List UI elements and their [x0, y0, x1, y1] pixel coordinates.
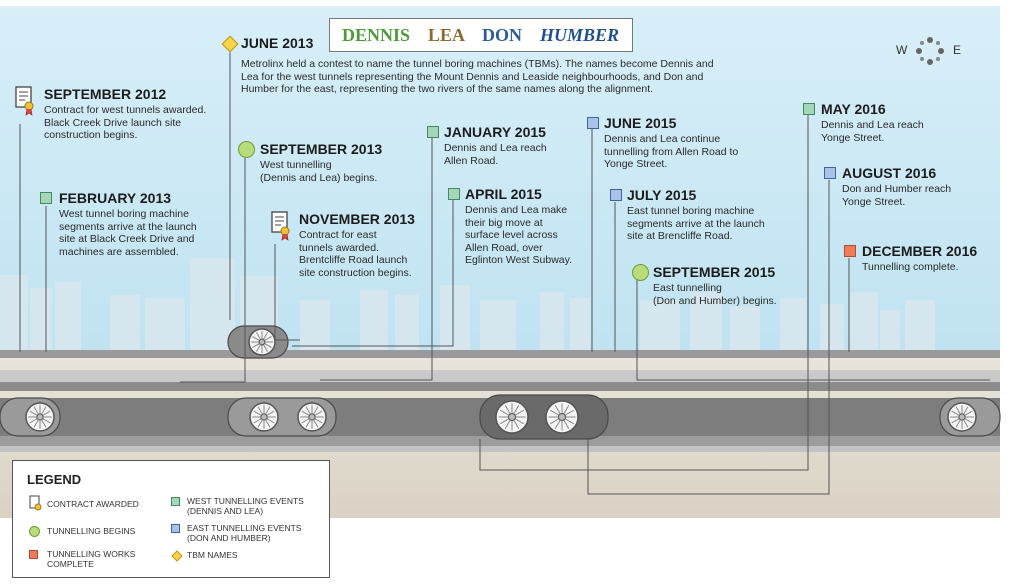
skyline-building	[0, 275, 28, 350]
event-description: Dennis and Lea continue tunnelling from Allen Road to Yonge Street.	[604, 133, 739, 170]
legend-item-tbm: TBM NAMES	[173, 552, 181, 560]
event-description: Dennis and Lea reach Allen Road.	[444, 142, 547, 167]
skyline-building	[540, 292, 564, 350]
skyline-building	[850, 292, 878, 350]
tbm-cutterhead-icon	[948, 403, 976, 431]
tbm-name-dennis: DENNIS	[342, 25, 411, 45]
compass-east-label: E	[953, 43, 962, 57]
event-title: APRIL 2015	[465, 186, 542, 202]
tunnelling-begins-marker	[238, 141, 255, 158]
skyline-building	[55, 282, 81, 350]
event-title: JANUARY 2015	[444, 124, 546, 140]
skyline-building	[905, 300, 935, 350]
west-event-marker	[803, 103, 815, 115]
skyline-building	[480, 300, 516, 350]
event-title: DECEMBER 2016	[862, 243, 978, 259]
east-event-marker	[587, 117, 599, 129]
event-title: FEBRUARY 2013	[59, 190, 172, 206]
event-title: SEPTEMBER 2015	[653, 264, 776, 280]
event-title: JULY 2015	[627, 187, 697, 203]
tunnelling-begins-marker	[29, 526, 40, 537]
tbm-name-humber: HUMBER	[540, 25, 620, 45]
legend-item-west: WEST TUNNELLING EVENTS (DENNIS AND LEA)	[171, 497, 180, 506]
skyline-building	[880, 310, 900, 350]
tbm-cutterhead-icon	[250, 403, 278, 431]
skyline-building	[145, 298, 185, 350]
tbm-cutterhead-icon	[298, 403, 326, 431]
legend-title: LEGEND	[27, 472, 82, 487]
complete-event-marker	[844, 245, 856, 257]
tbm-name-lea: LEA	[428, 25, 466, 45]
contract-icon	[29, 495, 43, 513]
event-title: JUNE 2015	[604, 115, 677, 131]
west-event-marker	[448, 188, 460, 200]
tbm-cutterhead-icon	[249, 329, 275, 355]
skyline-building	[395, 295, 419, 350]
east-event-marker	[171, 524, 180, 533]
west-event-marker	[40, 192, 52, 204]
event-description: Tunnelling complete.	[862, 261, 959, 273]
event-title: AUGUST 2016	[842, 165, 937, 181]
east-event-marker	[824, 167, 836, 179]
skyline-building	[110, 295, 140, 350]
skyline-building	[300, 300, 330, 350]
event-description: Contract for west tunnels awarded. Black Creek Drive launch site construction begins.	[44, 104, 207, 141]
legend-item-begin: TUNNELLING BEGINS	[29, 526, 40, 537]
legend-item-contract: CONTRACT AWARDED	[29, 495, 43, 518]
tbm-cutterhead-icon	[496, 401, 528, 433]
skyline-building	[30, 288, 52, 350]
event-description: Metrolinx held a contest to name the tunnel boring machines (TBMs). The names become Dennis and Lea for the west tunnels representing the Mount Dennis and Leaside neighbourhoods, and Don and Humber for the east, representing the two rivers of the same names along the alignment.	[241, 58, 714, 95]
skyline-building	[730, 306, 760, 350]
compass	[893, 30, 965, 72]
event-title: NOVEMBER 2013	[299, 211, 415, 227]
compass-west-label: W	[896, 43, 908, 57]
event-description: Dennis and Lea reach Yonge Street.	[821, 119, 924, 144]
east-event-marker	[610, 189, 622, 201]
event-description: Don and Humber reach Yonge Street.	[842, 183, 952, 208]
event-title: MAY 2016	[821, 101, 886, 117]
event-title: JUNE 2013	[241, 35, 314, 51]
skyline-building	[570, 298, 590, 350]
tbm-names-banner	[329, 18, 633, 52]
legend	[12, 460, 330, 578]
skyline-building	[640, 300, 680, 350]
event-description: East tunnelling (Don and Humber) begins.	[653, 282, 777, 307]
event-description: West tunnelling (Dennis and Lea) begins.	[260, 159, 378, 184]
event-description: Contract for east tunnels awarded. Brentcliffe Road launch site construction begins.	[299, 229, 412, 279]
west-event-marker	[427, 126, 439, 138]
event-description: East tunnel boring machine segments arrive at the launch site at Brencliffe Road.	[627, 205, 765, 242]
skyline-building	[820, 304, 844, 350]
event-description: Dennis and Lea make their big move at surface level across Allen Road, over Eglinton West Subway.	[465, 204, 572, 266]
tbm-cutterhead-icon	[26, 403, 54, 431]
tunnelling-begins-marker	[632, 264, 649, 281]
legend-item-east: EAST TUNNELLING EVENTS (DON AND HUMBER)	[171, 524, 180, 533]
skyline-building	[190, 258, 235, 350]
contract-icon	[14, 86, 36, 121]
legend-item-complete: TUNNELLING WORKS COMPLETE	[29, 550, 38, 559]
tbm-name-don: DON	[482, 25, 522, 45]
event-title: SEPTEMBER 2013	[260, 141, 383, 157]
west-event-marker	[171, 497, 180, 506]
event-description: West tunnel boring machine segments arrive at the launch site at Black Creek Drive and machines are assembled.	[59, 208, 197, 258]
event-title: SEPTEMBER 2012	[44, 86, 167, 102]
skyline-building	[440, 285, 470, 350]
tbm-names-marker	[171, 550, 182, 561]
compass-icon	[915, 36, 945, 66]
skyline-building	[360, 290, 388, 350]
complete-event-marker	[29, 550, 38, 559]
contract-icon	[270, 211, 292, 246]
tbm-cutterhead-icon	[546, 401, 578, 433]
